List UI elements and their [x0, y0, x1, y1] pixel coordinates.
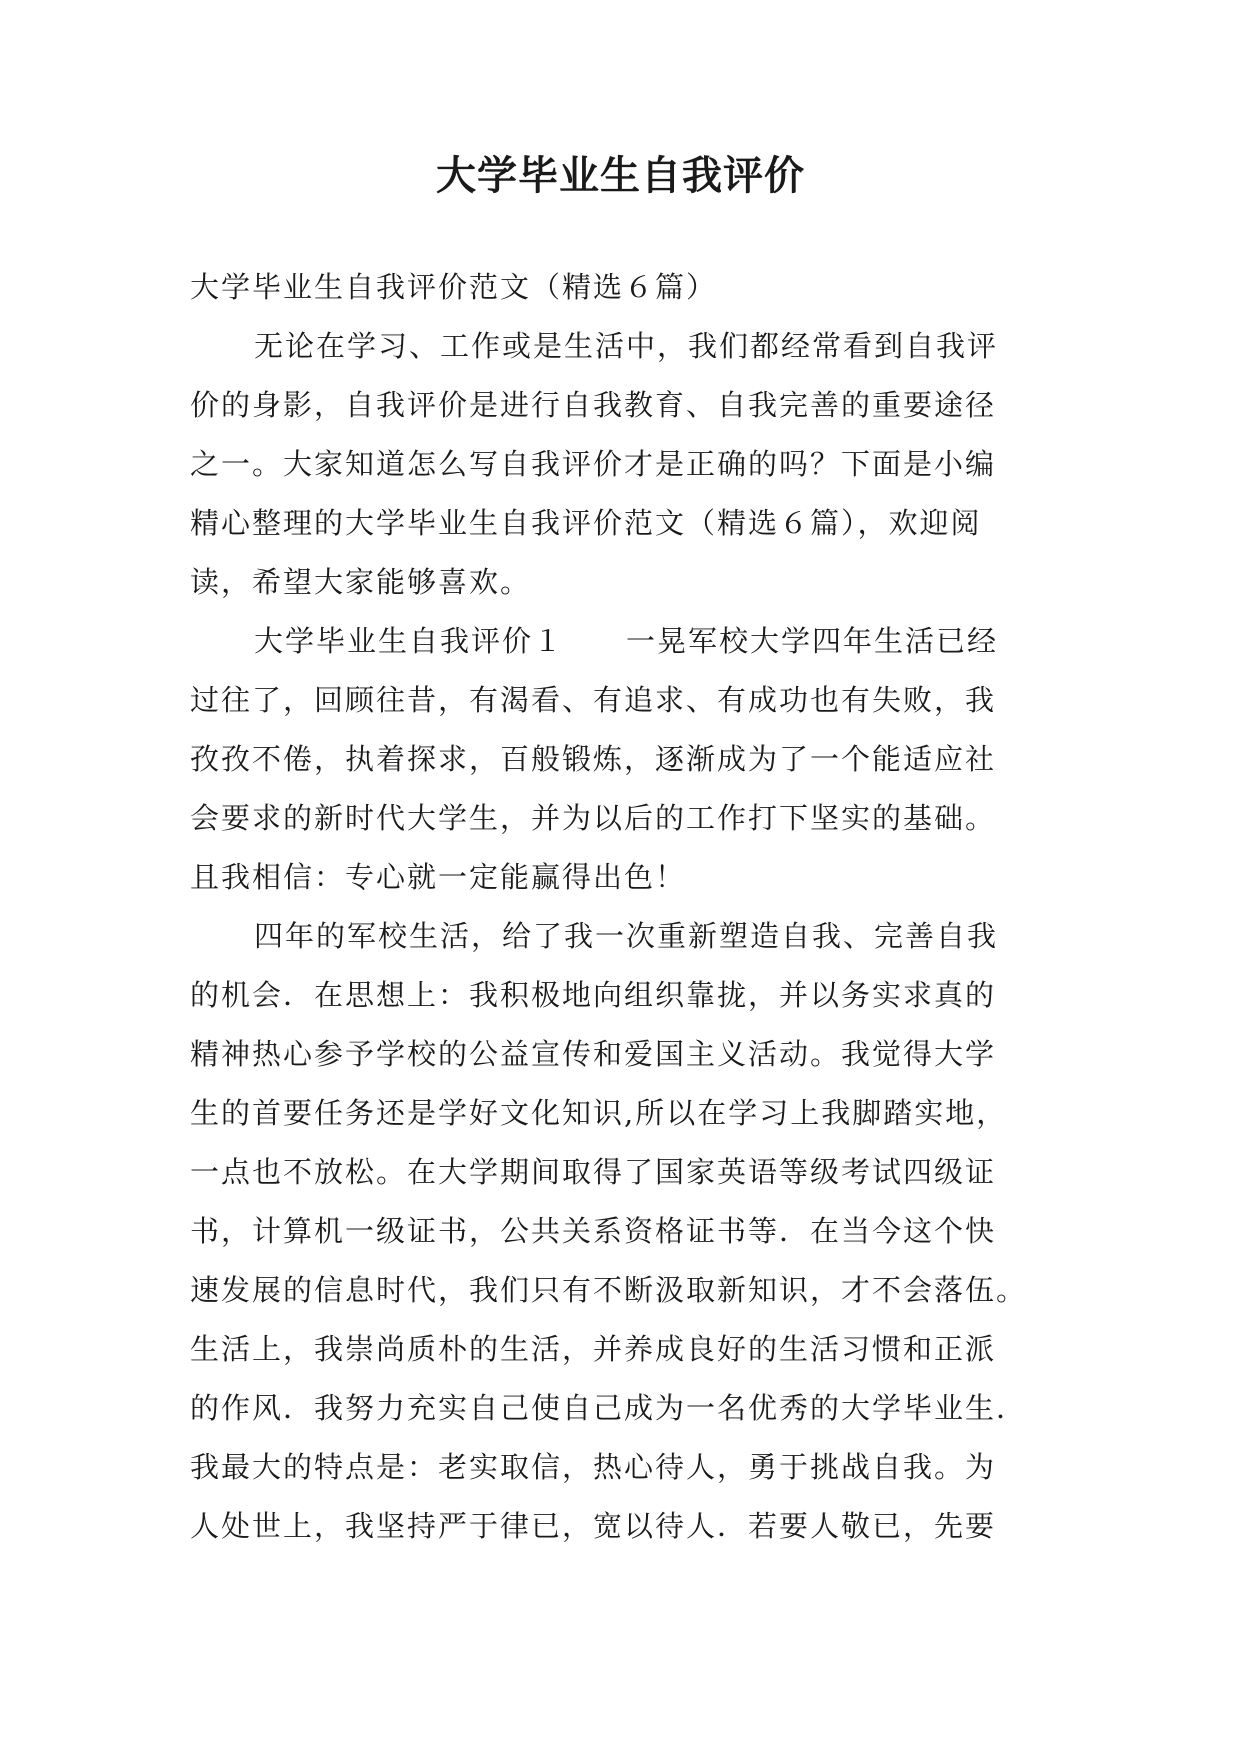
document-title: 大学毕业生自我评价 — [436, 153, 805, 199]
text-line-18: 速发展的信息时代，我们只有不断汲取新知识，才不会落伍。 — [190, 1273, 1028, 1307]
text-line-13: 的机会．在思想上：我积极地向组织靠拢，并以务实求真的 — [190, 978, 997, 1012]
text-line-8: 过往了，回顾往昔，有渴看、有追求、有成功也有失败，我 — [190, 683, 997, 717]
text-line-3: 价的身影，自我评价是进行自我教育、自我完善的重要途径 — [190, 388, 997, 422]
text-line-9: 孜孜不倦，执着探求，百般锻炼，逐渐成为了一个能适应社 — [190, 742, 997, 776]
text-line-10: 会要求的新时代大学生，并为以后的工作打下坚实的基础。 — [190, 801, 997, 835]
text-line-4: 之一。大家知道怎么写自我评价才是正确的吗？下面是小编 — [190, 447, 997, 481]
text-line-20: 的作风．我努力充实自己使自己成为一名优秀的大学毕业生． — [190, 1391, 1028, 1425]
text-line-15: 生的首要任务还是学好文化知识,所以在学习上我脚踏实地， — [190, 1096, 1008, 1130]
text-line-1: 大学毕业生自我评价范文（精选６篇） — [190, 270, 718, 304]
text-line-6: 读，希望大家能够喜欢。 — [190, 565, 532, 599]
text-line-5: 精心整理的大学毕业生自我评价范文（精选６篇），欢迎阅 — [190, 506, 982, 540]
document-body — [190, 258, 1052, 1556]
text-line-7: 大学毕业生自我评价１ 一晃军校大学四年生活已经 — [254, 624, 999, 658]
text-line-14: 精神热心参予学校的公益宣传和爱国主义活动。我觉得大学 — [190, 1037, 997, 1071]
text-line-12: 四年的军校生活，给了我一次重新塑造自我、完善自我 — [254, 919, 999, 953]
text-line-19: 生活上，我崇尚质朴的生活，并养成良好的生活习惯和正派 — [190, 1332, 997, 1366]
text-line-21: 我最大的特点是：老实取信，热心待人，勇于挑战自我。为 — [190, 1450, 997, 1484]
text-line-11: 且我相信：专心就一定能赢得出色！ — [190, 860, 687, 894]
text-line-2: 无论在学习、工作或是生活中，我们都经常看到自我评 — [254, 329, 999, 363]
text-line-17: 书，计算机一级证书，公共关系资格证书等．在当今这个快 — [190, 1214, 997, 1248]
text-line-16: 一点也不放松。在大学期间取得了国家英语等级考试四级证 — [190, 1155, 997, 1189]
text-line-22: 人处世上，我坚持严于律已，宽以待人．若要人敬已，先要 — [190, 1509, 997, 1543]
